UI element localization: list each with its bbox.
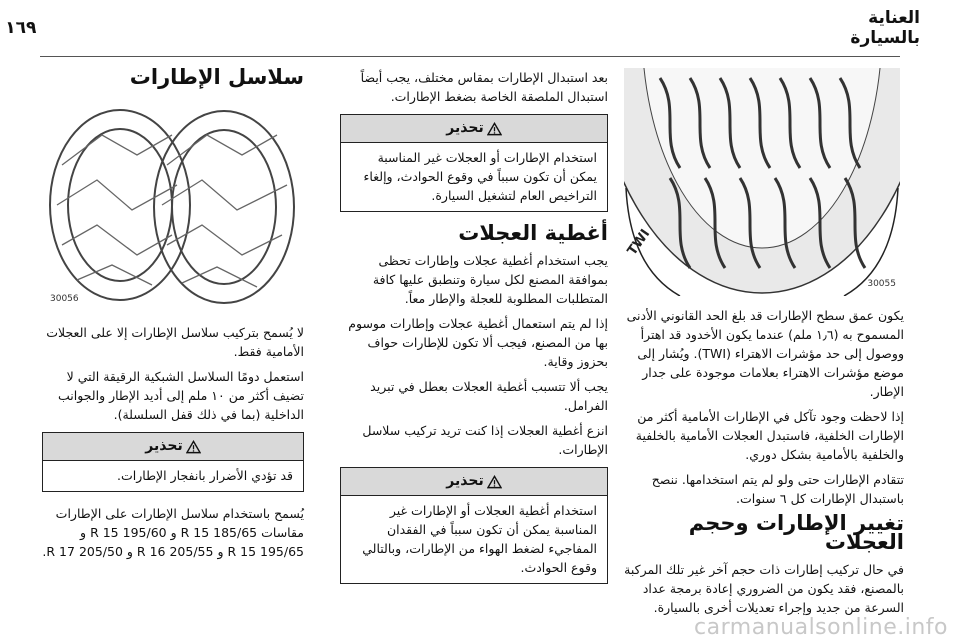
paragraph: يُسمح باستخدام سلاسل الإطارات على الإطارات مقاسات 185/65 R 15 و 195/60 R 15 و 195/65 R 15 و 205/55 R 16 و 205/50 R 17. [42,506,304,559]
paragraph: إذا لم يتم استعمال أغطية عجلات وإطارات موسوم بها من المصنع، فيجب ألا تكون للإطارات حواف بحزوز وقاية. [348,316,608,369]
tire-tread-illustration [620,68,904,298]
paragraph: لا يُسمح بتركيب سلاسل الإطارات إلا على العجلات الأمامية فقط. [46,325,304,359]
paragraph: في حال تركيب إطارات ذات حجم آخر غير تلك المركبة بالمصنع، فقد يكون من الضروري إعادة برمجة عداد السرعة من جديد وإجراء تعديلات أخرى بالسيارة. [624,562,904,615]
tire-tread-figure [620,68,904,298]
watermark: carmanualsonline.info [694,615,948,640]
twi-marking: TWI [624,226,654,259]
header-divider [40,56,900,57]
figure-id: 30056 [50,294,79,304]
warning-box [42,432,304,492]
section-heading: أغطية العجلات [458,221,608,245]
paragraph: إذا لاحظت وجود تآكل في الإطارات الأمامية أكثر من الإطارات الخلفية، فاستبدل العجلات الأمامية بالخلفية والخلفية بالأمامية بشكل دوري. [635,409,904,462]
paragraph: يجب استخدام أغطية عجلات وإطارات تحظى بموافقة المصنع لكل سيارة وتنطبق عليها كافة المتطلبات المطلوبة للعجلة والإطار معاً. [372,253,608,306]
warning-header [43,433,303,461]
page-header [5,8,920,48]
warning-triangle-icon [487,122,502,136]
page-number: ١٦٩ [5,18,37,38]
warning-box [340,467,608,584]
warning-header [341,115,607,143]
section-title: العناية بالسيارة [850,8,920,48]
warning-title: تحذير [446,473,484,489]
section-heading: تغيير الإطارات وحجم العجلات [688,511,904,554]
paragraph: انزع أغطية العجلات إذا كنت تريد تركيب سلاسل الإطارات. [362,423,608,457]
warning-title: تحذير [446,120,484,136]
paragraph: يكون عمق سطح الإطارات قد بلغ الحد القانوني الأدنى المسموح به (١٫٦ ملم) عندما يكون الأخدود قد اهترأ ووصول إلى حد مؤشرات الاهتراء (TWI). ويُشار إلى موضع مؤشرات الاهتراء بعلامات موجودة على جدار الإطار. [626,308,904,399]
left-column [42,65,304,567]
warning-text: استخدام الإطارات أو العجلات غير المناسبة يمكن أن تكون سبباً في وقوع الحوادث، وإلغاء التراخيص العام لتشغيل السيارة. [363,150,597,203]
section-heading: سلاسل الإطارات [129,65,304,89]
paragraph: بعد استبدال الإطارات بمقاس مختلف، يجب أيضاً استبدال الملصقة الخاصة بضغط الإطارات. [360,70,608,104]
warning-title: تحذير [145,438,183,454]
snow-chain-illustration [42,95,304,313]
warning-text: استخدام أغطية العجلات أو الإطارات غير المناسبة يمكن أن تكون سبباً في الفقدان المفاجيء لضغط الهواء من الإطارات، وبالتالي وقوع الحوادث. [362,503,597,575]
warning-triangle-icon [186,440,201,454]
paragraph: يجب ألا تتسبب أغطية العجلات بعطل في تبريد الفرامل. [370,379,608,413]
warning-triangle-icon [487,475,502,489]
paragraph: تتقادم الإطارات حتى ولو لم يتم استخدامها. ننصح باستبدال الإطارات كل ٦ سنوات. [651,472,904,506]
warning-text: قد تؤدي الأضرار بانفجار الإطارات. [117,468,293,483]
paragraph: استعمل دومًا السلاسل الشبكية الرقيقة التي لا تضيف أكثر من ١٠ ملم إلى أديد الإطار والجوانب الداخلية (بما في ذلك قفل السلسلة). [58,369,304,422]
middle-column [340,68,608,596]
right-column [620,68,904,623]
warning-header [341,468,607,496]
figure-id: 30055 [867,279,896,289]
warning-box [340,114,608,212]
snow-chain-figure [42,95,304,313]
